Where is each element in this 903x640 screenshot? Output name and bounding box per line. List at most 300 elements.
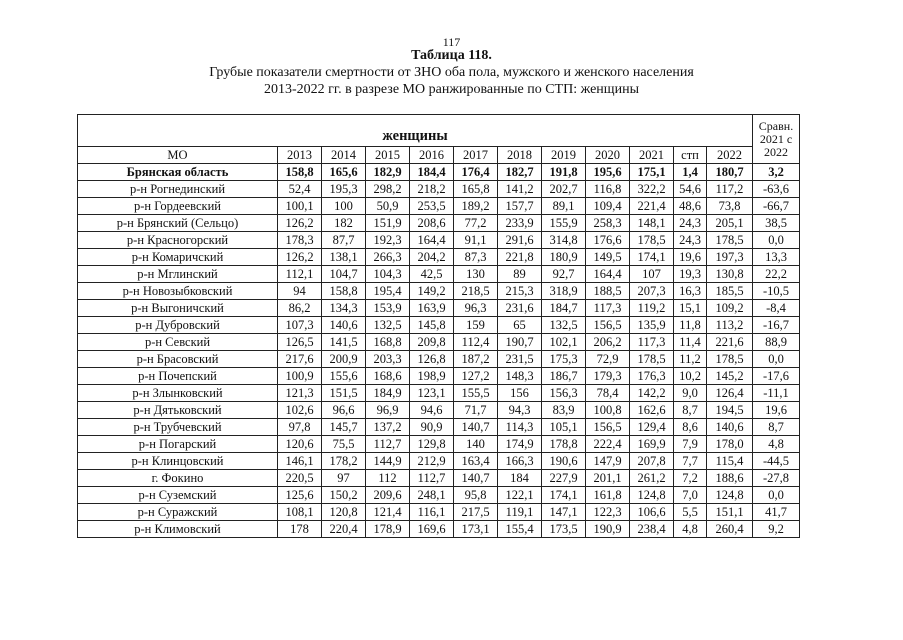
value-cell: 7,7 [674,453,707,470]
table-row [78,181,800,198]
value-cell: 179,3 [586,368,630,385]
value-cell: 163,4 [454,453,498,470]
value-cell: 221,6 [707,334,753,351]
value-cell: 182,7 [498,164,542,181]
value-cell: 184,9 [366,385,410,402]
value-cell: 125,6 [278,487,322,504]
value-cell: 140,7 [454,470,498,487]
value-cell: 145,8 [410,317,454,334]
value-cell: 206,2 [586,334,630,351]
value-cell: 201,1 [586,470,630,487]
value-cell: 112 [366,470,410,487]
value-cell: 218,5 [454,283,498,300]
value-cell: 89 [498,266,542,283]
mo-name-cell: р-н Злынковский [78,385,278,402]
value-cell: 38,5 [753,215,800,232]
value-cell: 162,6 [630,402,674,419]
value-cell: 231,5 [498,351,542,368]
value-cell: 117,3 [630,334,674,351]
mo-name-cell: р-н Погарский [78,436,278,453]
value-cell: 205,1 [707,215,753,232]
value-cell: 126,4 [707,385,753,402]
value-cell: -44,5 [753,453,800,470]
value-cell: 24,3 [674,215,707,232]
value-cell: 209,6 [366,487,410,504]
value-cell: 127,2 [454,368,498,385]
value-cell: 173,1 [454,521,498,538]
value-cell: 109,2 [707,300,753,317]
value-cell: 78,4 [586,385,630,402]
value-cell: 129,8 [410,436,454,453]
table-row [78,215,800,232]
value-cell: 145,7 [322,419,366,436]
value-cell: 190,6 [542,453,586,470]
value-cell: 149,5 [586,249,630,266]
value-cell: 212,9 [410,453,454,470]
value-cell: 96,6 [322,402,366,419]
value-cell: 129,4 [630,419,674,436]
column-header-2015: 2015 [366,147,410,164]
value-cell: 166,3 [498,453,542,470]
value-cell: 174,9 [498,436,542,453]
table-row [78,419,800,436]
value-cell: 72,9 [586,351,630,368]
value-cell: 203,3 [366,351,410,368]
value-cell: 137,2 [366,419,410,436]
value-cell: 121,4 [366,504,410,521]
mo-name-cell: р-н Брянский (Сельцо) [78,215,278,232]
value-cell: -17,6 [753,368,800,385]
value-cell: 158,8 [322,283,366,300]
mo-name-cell: р-н Климовский [78,521,278,538]
value-cell: 132,5 [542,317,586,334]
value-cell: 161,8 [586,487,630,504]
mo-name-cell: р-н Новозыбковский [78,283,278,300]
value-cell: 41,7 [753,504,800,521]
mo-name-cell: р-н Рогнединский [78,181,278,198]
table-row [78,453,800,470]
value-cell: 105,1 [542,419,586,436]
mo-name-cell: р-н Выгоничский [78,300,278,317]
value-cell: 132,5 [366,317,410,334]
column-header-stp: стп [674,147,707,164]
value-cell: 188,5 [586,283,630,300]
value-cell: 87,7 [322,232,366,249]
value-cell: 175,3 [542,351,586,368]
value-cell: 318,9 [542,283,586,300]
value-cell: 94 [278,283,322,300]
value-cell: 151,9 [366,215,410,232]
mo-name-cell: р-н Гордеевский [78,198,278,215]
value-cell: 178,5 [630,232,674,249]
mo-name-cell: р-н Красногорский [78,232,278,249]
value-cell: 298,2 [366,181,410,198]
column-header-2022: 2022 [707,147,753,164]
mo-name-cell: р-н Дубровский [78,317,278,334]
column-header-2017: 2017 [454,147,498,164]
table-row [78,470,800,487]
value-cell: 184,7 [542,300,586,317]
value-cell: 200,9 [322,351,366,368]
value-cell: 140,6 [707,419,753,436]
value-cell: 190,9 [586,521,630,538]
value-cell: 151,5 [322,385,366,402]
value-cell: 19,3 [674,266,707,283]
value-cell: 248,1 [410,487,454,504]
value-cell: 165,8 [454,181,498,198]
header-group-row [78,115,800,147]
table-row [78,402,800,419]
value-cell: 100 [322,198,366,215]
value-cell: 260,4 [707,521,753,538]
value-cell: 5,5 [674,504,707,521]
value-cell: -10,5 [753,283,800,300]
value-cell: 42,5 [410,266,454,283]
value-cell: 150,2 [322,487,366,504]
value-cell: 9,0 [674,385,707,402]
value-cell: 4,8 [753,436,800,453]
mo-name-cell: р-н Почепский [78,368,278,385]
value-cell: 141,2 [498,181,542,198]
value-cell: 195,3 [322,181,366,198]
value-cell: 148,3 [498,368,542,385]
value-cell: 120,6 [278,436,322,453]
value-cell: 208,6 [410,215,454,232]
value-cell: 178 [278,521,322,538]
column-header-2014: 2014 [322,147,366,164]
value-cell: 130 [454,266,498,283]
value-cell: 4,8 [674,521,707,538]
mo-name-cell: р-н Мглинский [78,266,278,283]
value-cell: 165,6 [322,164,366,181]
value-cell: 107 [630,266,674,283]
value-cell: 221,4 [630,198,674,215]
value-cell: 138,1 [322,249,366,266]
column-header-2021: 2021 [630,147,674,164]
value-cell: 194,5 [707,402,753,419]
table-row [78,487,800,504]
value-cell: 11,4 [674,334,707,351]
value-cell: 178,5 [707,351,753,368]
value-cell: 90,9 [410,419,454,436]
value-cell: 197,3 [707,249,753,266]
value-cell: 112,7 [410,470,454,487]
value-cell: -11,1 [753,385,800,402]
value-cell: 176,4 [454,164,498,181]
value-cell: 50,9 [366,198,410,215]
table-row [78,198,800,215]
value-cell: 75,5 [322,436,366,453]
value-cell: 100,1 [278,198,322,215]
value-cell: 185,5 [707,283,753,300]
group-header-women: женщины [78,115,753,147]
value-cell: 149,2 [410,283,454,300]
column-header-2016: 2016 [410,147,454,164]
value-cell: 83,9 [542,402,586,419]
value-cell: 169,9 [630,436,674,453]
table-row [78,232,800,249]
value-cell: 291,6 [498,232,542,249]
value-cell: -16,7 [753,317,800,334]
value-cell: 104,7 [322,266,366,283]
value-cell: 108,1 [278,504,322,521]
value-cell: 178,3 [278,232,322,249]
mo-name-cell: р-н Дятьковский [78,402,278,419]
column-header-2019: 2019 [542,147,586,164]
value-cell: 96,3 [454,300,498,317]
mo-name-cell: р-н Трубчевский [78,419,278,436]
value-cell: 155,5 [454,385,498,402]
table-row [78,351,800,368]
value-cell: 195,4 [366,283,410,300]
column-header-2018: 2018 [498,147,542,164]
subtitle-line-1: Грубые показатели смертности от ЗНО оба пола, мужского и женского населения [209,65,694,80]
value-cell: 314,8 [542,232,586,249]
value-cell: 231,6 [498,300,542,317]
value-cell: 86,2 [278,300,322,317]
value-cell: 130,8 [707,266,753,283]
value-cell: 89,1 [542,198,586,215]
value-cell: 115,4 [707,453,753,470]
value-cell: 0,0 [753,487,800,504]
value-cell: 126,2 [278,215,322,232]
value-cell: 121,3 [278,385,322,402]
value-cell: 0,0 [753,232,800,249]
value-cell: 1,4 [674,164,707,181]
value-cell: 169,6 [410,521,454,538]
value-cell: 54,6 [674,181,707,198]
value-cell: 147,9 [586,453,630,470]
mo-name-cell: р-н Суражский [78,504,278,521]
value-cell: 124,8 [707,487,753,504]
subtitle-line-2: 2013-2022 гг. в разрезе МО ранжированные по СТП: женщины [264,82,639,97]
value-cell: 192,3 [366,232,410,249]
value-cell: -63,6 [753,181,800,198]
value-cell: 9,2 [753,521,800,538]
value-cell: 95,8 [454,487,498,504]
value-cell: 158,8 [278,164,322,181]
value-cell: 178,5 [707,232,753,249]
value-cell: 215,3 [498,283,542,300]
value-cell: 207,8 [630,453,674,470]
value-cell: 73,8 [707,198,753,215]
value-cell: 71,7 [454,402,498,419]
value-cell: 141,5 [322,334,366,351]
table-row [78,521,800,538]
value-cell: 168,6 [366,368,410,385]
value-cell: 0,0 [753,351,800,368]
table-row [78,368,800,385]
value-cell: 102,6 [278,402,322,419]
value-cell: 217,6 [278,351,322,368]
value-cell: 7,9 [674,436,707,453]
value-cell: 191,8 [542,164,586,181]
value-cell: 3,2 [753,164,800,181]
table-body [78,164,800,538]
value-cell: 22,2 [753,266,800,283]
table-row [78,164,800,181]
value-cell: 117,2 [707,181,753,198]
value-cell: 140 [454,436,498,453]
mo-name-cell: р-н Суземский [78,487,278,504]
value-cell: 114,3 [498,419,542,436]
value-cell: 155,4 [498,521,542,538]
table-row [78,334,800,351]
compare-column-header [753,115,800,164]
value-cell: 155,6 [322,368,366,385]
table-row [78,266,800,283]
value-cell: 253,5 [410,198,454,215]
value-cell: 112,7 [366,436,410,453]
value-cell: 180,9 [542,249,586,266]
table-row [78,436,800,453]
compare-header-line-1: Сравн. [758,118,794,133]
value-cell: 126,2 [278,249,322,266]
compare-header-line-2: 2021 с [759,131,793,146]
value-cell: 178,5 [630,351,674,368]
value-cell: 217,5 [454,504,498,521]
value-cell: 48,6 [674,198,707,215]
value-cell: 173,5 [542,521,586,538]
value-cell: 107,3 [278,317,322,334]
value-cell: 94,3 [498,402,542,419]
value-cell: 202,7 [542,181,586,198]
value-cell: 65 [498,317,542,334]
table-row [78,317,800,334]
value-cell: 204,2 [410,249,454,266]
value-cell: 134,3 [322,300,366,317]
value-cell: 24,3 [674,232,707,249]
value-cell: 126,8 [410,351,454,368]
value-cell: 175,1 [630,164,674,181]
value-cell: 156,3 [542,385,586,402]
value-cell: -66,7 [753,198,800,215]
column-header-2013: 2013 [278,147,322,164]
value-cell: 15,1 [674,300,707,317]
value-cell: 159 [454,317,498,334]
value-cell: 157,7 [498,198,542,215]
table-subtitle [0,64,903,98]
value-cell: 184,4 [410,164,454,181]
value-cell: 258,3 [586,215,630,232]
value-cell: 135,9 [630,317,674,334]
value-cell: 156,5 [586,419,630,436]
value-cell: 188,6 [707,470,753,487]
value-cell: -27,8 [753,470,800,487]
value-cell: 140,6 [322,317,366,334]
value-cell: 77,2 [454,215,498,232]
value-cell: 116,1 [410,504,454,521]
value-cell: 116,8 [586,181,630,198]
value-cell: 100,9 [278,368,322,385]
value-cell: 112,4 [454,334,498,351]
table-title: Таблица 118. [411,48,492,63]
value-cell: 102,1 [542,334,586,351]
value-cell: 126,5 [278,334,322,351]
value-cell: 187,2 [454,351,498,368]
value-cell: 88,9 [753,334,800,351]
table-row [78,300,800,317]
value-cell: 13,3 [753,249,800,266]
value-cell: 87,3 [454,249,498,266]
value-cell: 222,4 [586,436,630,453]
value-cell: 7,2 [674,470,707,487]
mo-name-cell: р-н Клинцовский [78,453,278,470]
value-cell: 123,1 [410,385,454,402]
value-cell: 180,7 [707,164,753,181]
value-cell: 189,2 [454,198,498,215]
value-cell: 153,9 [366,300,410,317]
value-cell: 178,0 [707,436,753,453]
value-cell: 8,7 [674,402,707,419]
value-cell: 10,2 [674,368,707,385]
table-row [78,283,800,300]
value-cell: 164,4 [410,232,454,249]
value-cell: 122,3 [586,504,630,521]
mo-name-cell: р-н Брасовский [78,351,278,368]
value-cell: 151,1 [707,504,753,521]
mo-name-cell: г. Фокино [78,470,278,487]
value-cell: 178,2 [322,453,366,470]
value-cell: 52,4 [278,181,322,198]
value-cell: 142,2 [630,385,674,402]
value-cell: 119,1 [498,504,542,521]
value-cell: 124,8 [630,487,674,504]
value-cell: 8,6 [674,419,707,436]
value-cell: 266,3 [366,249,410,266]
value-cell: 146,1 [278,453,322,470]
value-cell: 119,2 [630,300,674,317]
value-cell: 145,2 [707,368,753,385]
value-cell: 94,6 [410,402,454,419]
value-cell: 122,1 [498,487,542,504]
value-cell: 218,2 [410,181,454,198]
value-cell: 19,6 [753,402,800,419]
value-cell: 11,8 [674,317,707,334]
value-cell: 190,7 [498,334,542,351]
table-row [78,385,800,402]
value-cell: 174,1 [630,249,674,266]
value-cell: 92,7 [542,266,586,283]
value-cell: 156,5 [586,317,630,334]
value-cell: 176,6 [586,232,630,249]
value-cell: 178,8 [542,436,586,453]
value-cell: 176,3 [630,368,674,385]
value-cell: 220,5 [278,470,322,487]
value-cell: 106,6 [630,504,674,521]
mo-name-cell: р-н Комаричский [78,249,278,266]
mo-name-cell: р-н Севский [78,334,278,351]
value-cell: 164,4 [586,266,630,283]
value-cell: 112,1 [278,266,322,283]
value-cell: 209,8 [410,334,454,351]
value-cell: 198,9 [410,368,454,385]
value-cell: 11,2 [674,351,707,368]
column-header-2020: 2020 [586,147,630,164]
value-cell: 148,1 [630,215,674,232]
value-cell: 184 [498,470,542,487]
value-cell: 155,9 [542,215,586,232]
value-cell: 16,3 [674,283,707,300]
value-cell: 117,3 [586,300,630,317]
value-cell: 233,9 [498,215,542,232]
value-cell: 96,9 [366,402,410,419]
header-columns-row [78,147,800,164]
value-cell: 147,1 [542,504,586,521]
value-cell: 109,4 [586,198,630,215]
value-cell: 182 [322,215,366,232]
compare-header-line-3: 2022 [764,144,789,159]
